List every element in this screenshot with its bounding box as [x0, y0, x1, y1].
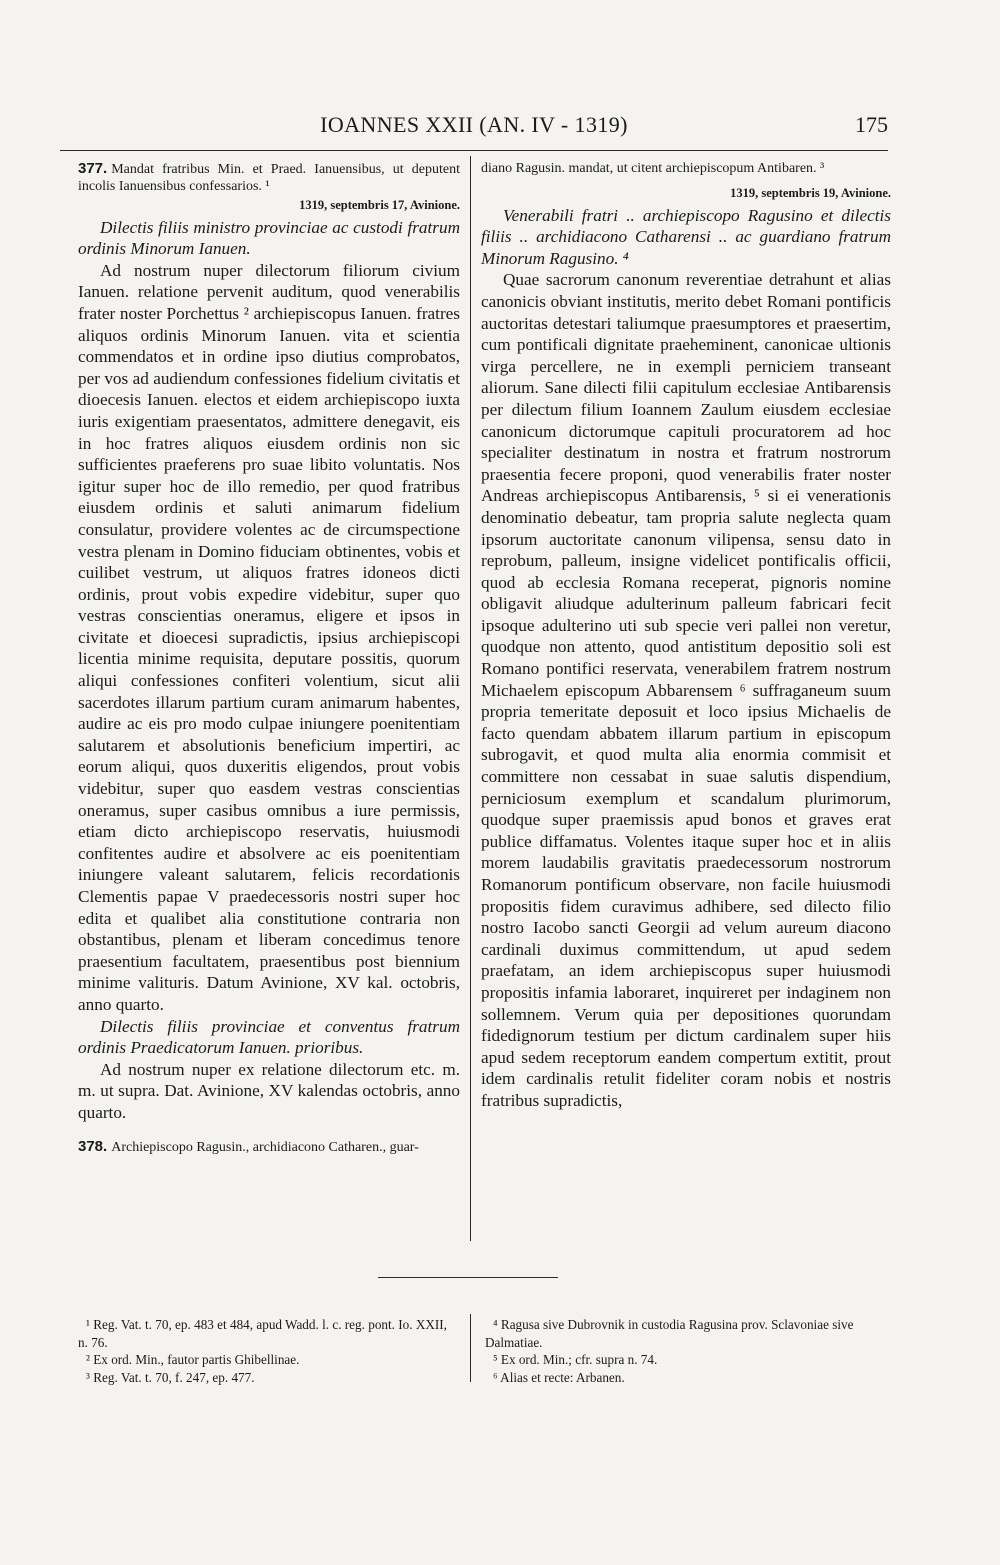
regest-text: Mandat fratribus Min. et Praed. Ianuensibus, ut deputent incolis Ianuensibus confessarios. ¹ [78, 162, 460, 194]
footnote: ¹ Reg. Vat. t. 70, ep. 483 et 484, apud Wadd. l. c. reg. pont. Io. XXII, n. 76. [78, 1317, 447, 1350]
column-divider [470, 156, 471, 1241]
address-line: Dilectis filiis provinciae et conventus fratrum ordinis Praedicatorum Ianuen. prioribus. [78, 1016, 460, 1058]
footnote-divider [470, 1314, 471, 1382]
footnotes-left [78, 1316, 460, 1386]
footnote: ⁴ Ragusa sive Dubrovnik in custodia Ragusina prov. Sclavoniae sive Dalmatiae. [485, 1317, 854, 1350]
running-title: IOANNES XXII (AN. IV - 1319) [320, 112, 628, 137]
left-column [78, 160, 460, 1156]
page-number: 175 [855, 112, 888, 137]
header-rule [60, 150, 888, 151]
running-head [60, 112, 888, 148]
regest-378 [78, 1138, 460, 1156]
right-column [481, 160, 891, 1112]
body-paragraph: Quae sacrorum canonum reverentiae detrahunt et alias canonicis obviant institutis, merito debet Romani pontificis auctoritas detestari taliumque praesumptores et praesertim, cum pontificali dignitate praeheminent, canonicae ultionis virga percellere, ne in exempli perniciem transeant aliorum. Sane dilecti filii capitulum ecclesiae Antibarensis per dilectum filium Ioannem Zaulum eiusdem ecclesiae canonicum dictorumque capituli procuratorem ad hoc specialiter destinatum in nostra et fratrum nostrorum praesentia fecere proponi, quod venerabilis frater noster Andreas archiepiscopus Antibarensis, ⁵ si ei venerationis denominatio debeatur, tam propria salute neglecta quam ipsorum auctoritate canonum vilipensa, sensu dato in reprobum, palleum, insigne videlicet pontificalis officii, quod ab ecclesia Romana receperat, pignoris nomine obligavit aliudque adulterinum palleum fabricari fecit ipsoque adulterino uti sub specie veri pallei non veretur, quodque non attento, quod antistitum depositio soli est Romano pontifici reservata, venerabilem fratrem nostrum Michaelem episcopum Abbarensem ⁶ suffraganeum suum propria temeritate deposuit et loco ipsius Michaelis de facto quendam abbatem illarum partium in episcopum subrogavit, et quod multa alia enormia commisit et committere non cessabat in suae salutis dispendium, perniciosum exemplum et scandalum plurimorum, quodque super praemissis apud bonos et graves erat publice diffamatus. Volentes itaque super hoc et in aliis morem laudabilis gravitatis praedecessorum nostrorum Romanorum pontificum observare, non facile huiusmodi propositis fidem curavimus adhibere, sed dilecto filio nostro Iacobo sancti Georgii ad velum aureum diacono cardinali duximus committendum, ut apud sedem praefatam, an idem archiepiscopus super huiusmodi propositis infamia laboraret, inquireret per indaginem non sollemnem. Verum quia per depositiones quorundam fidedignorum testium per dictum cardinalem super hiis apud sedem receptorum eandem compertum extitit, prout idem cardinalis retulit fideliter coram nobis et nostris fratribus supradictis, [481, 270, 891, 1110]
spacer [78, 1124, 460, 1138]
document-number: 377. [78, 160, 108, 177]
document-date: 1319, septembris 19, Avinione. [730, 186, 891, 200]
regest-378-continued: diano Ragusin. mandat, ut citent archiepiscopum Antibaren. ³ [481, 161, 825, 176]
footnote: ³ Reg. Vat. t. 70, f. 247, ep. 477. [86, 1369, 255, 1385]
regest-377 [78, 160, 460, 195]
document-number: 378. [78, 1137, 108, 1155]
address-line: Venerabili fratri .. archiepiscopo Ragusino et dilectis filiis .. archidiacono Catharensi .. ac guardiano fratrum Minorum Ragusino. ⁴ [481, 205, 891, 268]
footnote: ² Ex ord. Min., fautor partis Ghibellinae. [86, 1352, 300, 1367]
body-paragraph: Ad nostrum nuper dilectorum filiorum civium Ianuen. relatione pervenit auditum, quod venerabilis frater noster Porchettus ² archiepiscopus Ianuen. fratres aliquos ordinis Minorum Ianuen. vita et scientia commendatos et in ordine ipso diutius comprobatos, per vos ad audiendum confessiones fidelium civitatis et dioecesis Ianuen. electos et eidem archiepiscopo iuxta iuris exigentiam praesentatos, admittere denegavit, eis in hoc fratres aliquos eiusdem ordinis non sic sufficientes praeferens pro suae libito voluntatis. Nos igitur super hoc de illo remedio, per quod fratribus eiusdem ordinis et saluti animarum fidelium consulatur, providere volentes ac de circumspectione vestra plenam in Domino fiduciam obtinentes, vobis et cuilibet vestrum, ut aliquos fratres idoneos dicti ordinis, prout vobis expedire videbitur, super quo vestras conscientias oneramus, eligere et ipsos in civitate et dioecesi supradictis, ipsius archiepiscopi licentia minime requisita, deputare possitis, quorum aliqui confessiones confiteri volentium, sicut alii sacerdotes illarum partium curam animarum habentes, audire ac eis pro modo culpae iniungere poenitentiam salutarem et absolutionis beneficium impertiri, ac eorum aliqui, quos duxeritis eligendos, prout vobis videbitur, super quo easdem vestras conscientias oneramus, super casibus omnibus a iure permissis, etiam dicto archiepiscopo reservatis, huiusmodi confitentes audire et absolvere ac eis poenitentiam iniungere valeant salutarem, felicis recordationis Clementis papae V praedecessoris nostri super hoc edita et qualibet alia constitutione contraria non obstantibus, plenam et liberam concedimus tenore praesentium facultatem, praesentibus post biennium minime valituris. Datum Avinione, XV kal. octobris, anno quarto. [78, 260, 460, 1014]
footnote: ⁶ Alias et recte: Arbanen. [493, 1369, 625, 1385]
document-date: 1319, septembris 17, Avinione. [299, 198, 460, 212]
footnote: ⁵ Ex ord. Min.; cfr. supra n. 74. [493, 1352, 658, 1367]
address-line: Dilectis filiis ministro provinciae ac custodi fratrum ordinis Minorum Ianuen. [78, 217, 460, 259]
regest-text: Archiepiscopo Ragusin., archidiacono Catharen., guar- [111, 1139, 419, 1155]
body-paragraph: Ad nostrum nuper ex relatione dilectorum etc. m. m. ut supra. Dat. Avinione, XV kalendas octobris, anno quarto. [78, 1059, 460, 1122]
footnotes-right [485, 1316, 897, 1386]
footnote-rule [378, 1277, 558, 1278]
